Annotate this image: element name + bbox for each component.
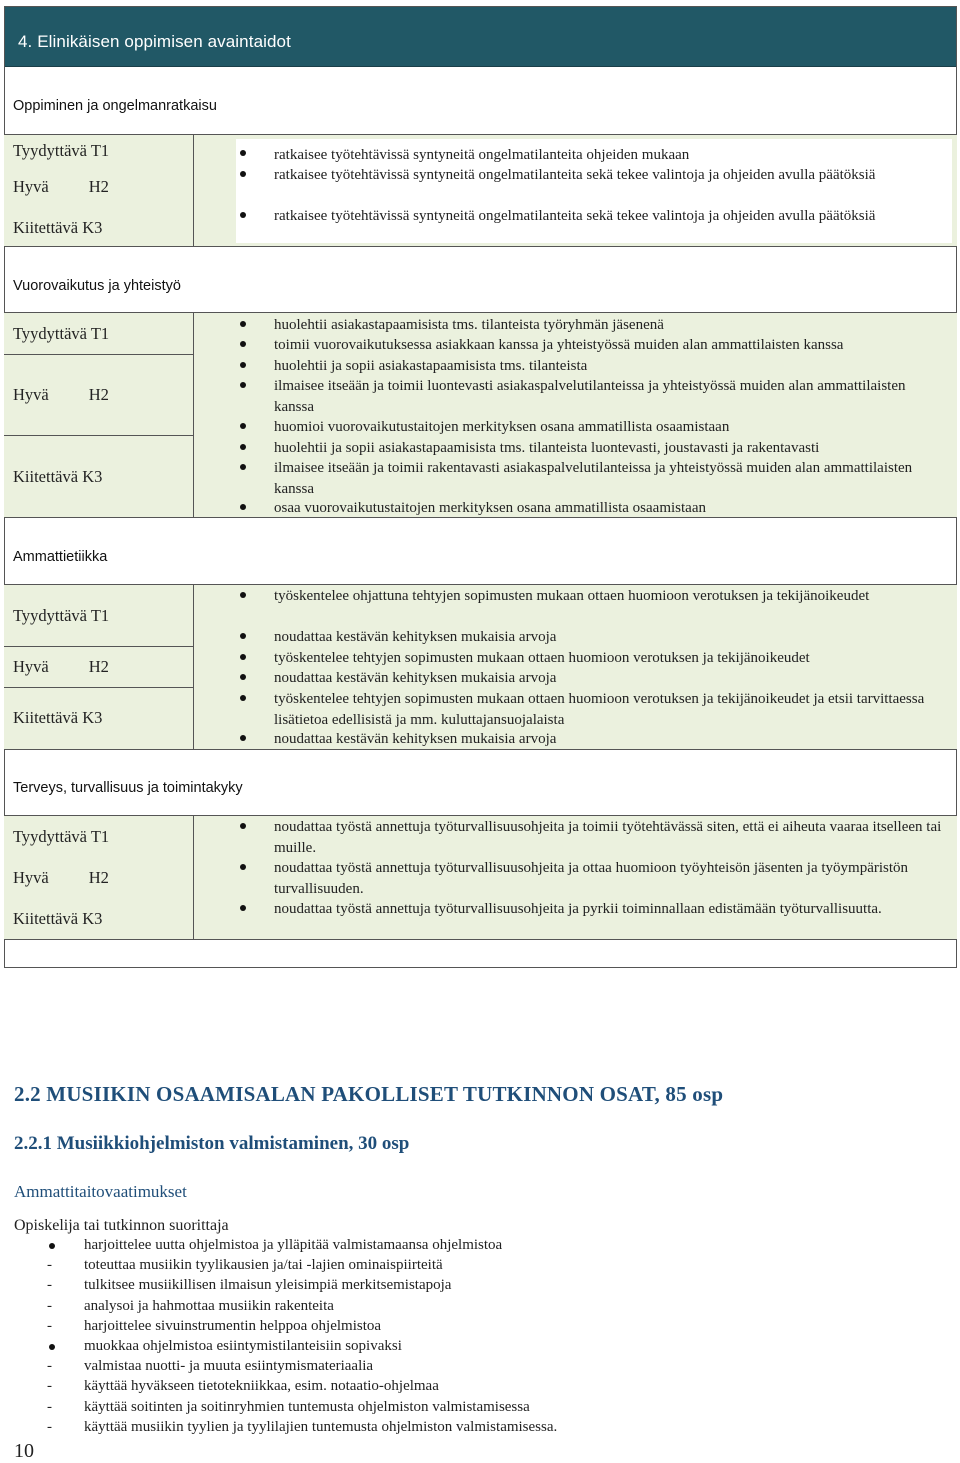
list-item: tulkitsee musiikillisen ilmaisun yleisimpiä merkitsemistapoja	[84, 1277, 452, 1294]
row-divider	[4, 354, 193, 355]
criterion-item: huolehtii ja sopii asiakastapaamisista tms. tilanteista	[274, 358, 588, 374]
level-h2: Hyvä H2	[13, 385, 109, 404]
dash-marker: -	[47, 1378, 52, 1395]
list-item: muokkaa ohjelmistoa esiintymistilanteisiin sopivaksi	[84, 1338, 402, 1354]
criterion-item: ilmaisee itseään ja toimii rakentavasti asiakaspalvelutilanteissa ja yhteistyössä muiden alan ammattilaisten kanssa	[274, 460, 913, 497]
bullet	[240, 592, 246, 598]
bullet	[240, 674, 246, 680]
criterion-item: noudattaa työstä annettuja työturvallisuusohjeita ja ottaa huomioon työyhteisön jäsenten ja työympäristön turvallisuuden.	[274, 860, 909, 897]
level-k3: Kiitettävä K3	[13, 708, 103, 727]
section-header-title: 4. Elinikäisen oppimisen avaintaidot	[18, 32, 291, 51]
list-item: käyttää musiikin tyylien ja tyylilajien tuntemusta ohjelmiston valmistamisessa.	[84, 1418, 558, 1435]
list-item: harjoittelee sivuinstrumentin helppoa ohjelmistoa	[84, 1317, 382, 1334]
dash-marker: -	[47, 1358, 52, 1375]
criterion-item: ratkaisee työtehtävissä syntyneitä ongelmatilanteita sekä tekee valintoja ja ohjeiden avulla päätöksiä	[274, 167, 876, 183]
criterion-item: huomioi vuorovaikutustaitojen merkityksen osana ammatillista osaamistaan	[274, 419, 730, 435]
criterion-item: noudattaa kestävän kehityksen mukaisia arvoja	[274, 670, 557, 686]
bullet	[240, 341, 246, 347]
criterion-item: ratkaisee työtehtävissä syntyneitä ongelmatilanteita ohjeiden mukaan	[274, 147, 690, 163]
criterion-item: noudattaa kestävän kehityksen mukaisia arvoja	[274, 731, 557, 747]
bullet	[240, 654, 246, 660]
bullet	[240, 464, 246, 470]
bullet	[240, 444, 246, 450]
criterion-item: ratkaisee työtehtävissä syntyneitä ongelmatilanteita sekä tekee valintoja ja ohjeiden avulla päätöksiä	[274, 208, 876, 224]
level-t1: Tyydyttävä T1	[13, 324, 110, 343]
bullet	[240, 735, 246, 741]
bullet	[240, 823, 246, 829]
criteria-table	[4, 584, 957, 750]
level-t1: Tyydyttävä T1	[13, 141, 110, 160]
level-t1: Tyydyttävä T1	[13, 827, 110, 846]
list-item: harjoittelee uutta ohjelmistoa ja ylläpitää valmistamaansa ohjelmistoa	[84, 1237, 503, 1253]
list-item: käyttää hyväkseen tietotekniikkaa, esim. notaatio-ohjelmaa	[84, 1378, 439, 1395]
chapter-heading: 2.2 MUSIIKIN OSAAMISALAN PAKOLLISET TUTKINNON OSAT, 85 osp	[14, 1082, 724, 1106]
level-h2: Hyvä H2	[13, 868, 109, 887]
dash-marker: -	[47, 1418, 52, 1435]
bullet	[240, 695, 246, 701]
bullet	[240, 423, 246, 429]
level-k3: Kiitettävä K3	[13, 218, 103, 237]
list-item: käyttää soitinten ja soitinryhmien tuntemusta ohjelmiston valmistamisessa	[84, 1398, 530, 1415]
bullet	[240, 171, 246, 177]
level-h2: Hyvä H2	[13, 177, 109, 196]
section-title: Ammattietiikka	[13, 549, 108, 565]
level-k3: Kiitettävä K3	[13, 467, 103, 486]
bullet	[240, 150, 246, 156]
bullet	[240, 362, 246, 368]
criterion-item: työskentelee tehtyjen sopimusten mukaan ottaen huomioon verotuksen ja tekijänoikeudet ja etsii tarvittaessa lisätietoa edellisistä ja mm. kuluttajansuojalaista	[274, 691, 925, 728]
row-divider	[4, 435, 193, 436]
dash-marker: -	[47, 1257, 52, 1274]
bullet	[240, 504, 246, 510]
dash-marker: -	[47, 1398, 52, 1415]
level-h2: Hyvä H2	[13, 657, 109, 676]
page-number: 10	[14, 1440, 34, 1462]
section-title: Terveys, turvallisuus ja toimintakyky	[13, 780, 243, 796]
bullet	[240, 321, 246, 327]
row-divider	[4, 687, 193, 688]
level-t1: Tyydyttävä T1	[13, 606, 110, 625]
criteria-table	[4, 815, 957, 940]
list-item: toteuttaa musiikin tyylikausien ja/tai -lajien ominaispiirteitä	[84, 1257, 443, 1274]
row-divider	[4, 646, 193, 647]
bullet	[49, 1344, 55, 1350]
bullet	[240, 382, 246, 388]
criterion-item: noudattaa työstä annettuja työturvallisuusohjeita ja pyrkii toiminnallaan edistämään työturvallisuutta.	[274, 901, 882, 917]
section-title: Vuorovaikutus ja yhteistyö	[13, 278, 181, 294]
requirements-title: Ammattitaitovaatimukset	[14, 1182, 187, 1201]
bullet	[240, 864, 246, 870]
list-item: analysoi ja hahmottaa musiikin rakenteita	[84, 1297, 334, 1314]
criterion-item: työskentelee ohjattuna tehtyjen sopimusten mukaan ottaen huomioon verotuksen ja tekijänoikeudet	[274, 588, 870, 604]
dash-marker: -	[47, 1317, 52, 1334]
criterion-item: toimii vuorovaikutuksessa asiakkaan kanssa ja yhteistyössä muiden alan ammattilaisten kanssa	[274, 337, 844, 353]
list-item: valmistaa nuotti- ja muuta esiintymismateriaalia	[84, 1358, 374, 1375]
criterion-item: huolehtii asiakastapaamisista tms. tilanteista työryhmän jäsenenä	[274, 317, 664, 333]
dash-marker: -	[47, 1277, 52, 1294]
section-title: Oppiminen ja ongelmanratkaisu	[13, 98, 217, 114]
section-header	[5, 7, 956, 67]
bullet	[240, 905, 246, 911]
bullet	[240, 212, 246, 218]
criterion-item: noudattaa kestävän kehityksen mukaisia arvoja	[274, 629, 557, 645]
subchapter-heading: 2.2.1 Musiikkiohjelmiston valmistaminen, 30 osp	[14, 1133, 410, 1154]
criterion-item: noudattaa työstä annettuja työturvallisuusohjeita ja toimii työtehtävässä siten, että ei aiheuta vaaraa itselleen tai muille.	[274, 819, 942, 856]
criterion-item: ilmaisee itseään ja toimii luontevasti asiakaspalvelutilanteissa ja yhteistyössä muiden alan ammattilaisten kanssa	[274, 378, 906, 415]
intro-text: Opiskelija tai tutkinnon suorittaja	[14, 1217, 229, 1234]
bullet	[240, 633, 246, 639]
criterion-item: huolehtii ja sopii asiakastapaamisista tms. tilanteista luontevasti, joustavasti ja rakentavasti	[274, 440, 820, 456]
criterion-item: osaa vuorovaikutustaitojen merkityksen osana ammatillista osaamistaan	[274, 500, 706, 516]
criterion-item: työskentelee tehtyjen sopimusten mukaan ottaen huomioon verotuksen ja tekijänoikeudet	[274, 650, 810, 666]
bullet	[49, 1243, 55, 1249]
criteria-table	[4, 312, 957, 518]
dash-marker: -	[47, 1297, 52, 1314]
level-k3: Kiitettävä K3	[13, 909, 103, 928]
criteria-table	[4, 134, 957, 247]
